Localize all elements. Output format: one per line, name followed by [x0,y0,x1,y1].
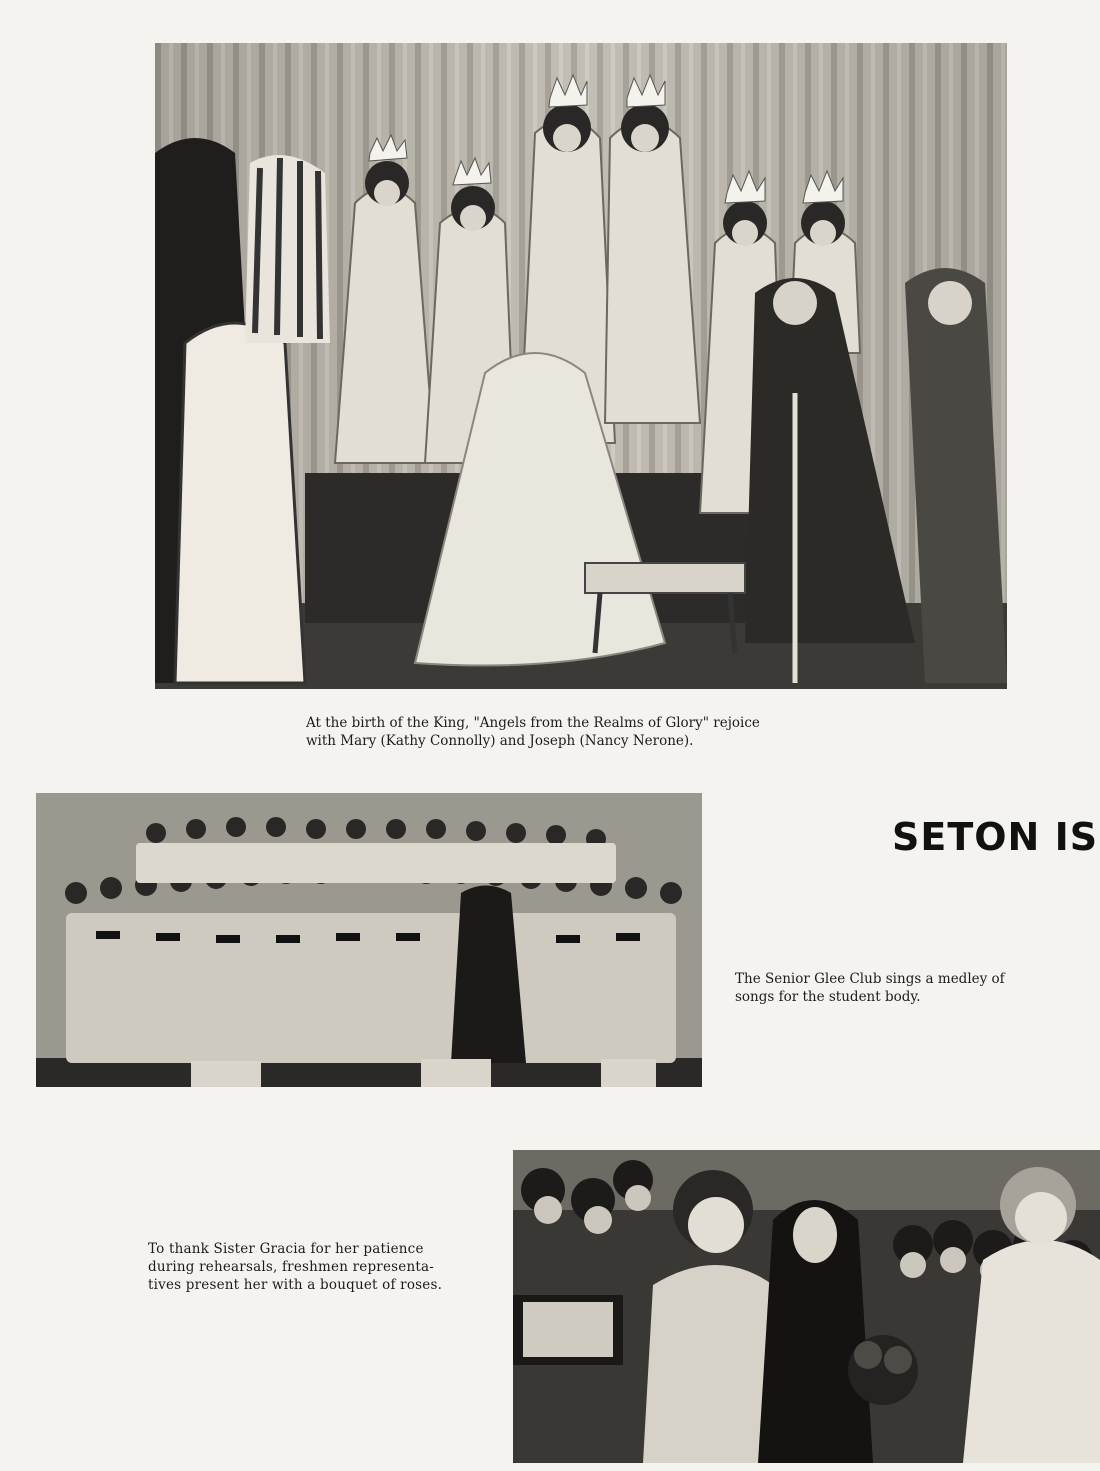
nativity-caption [306,714,760,750]
caption-line: during rehearsals, freshmen representa- [148,1259,434,1275]
section-heading: SETON IS [892,815,1099,859]
glee-club-caption [735,970,1005,1006]
roses-presentation-photo [513,1150,1100,1463]
senior-glee-club-photo [36,793,702,1087]
caption-line: with Mary (Kathy Connolly) and Joseph (Nancy Nerone). [306,733,694,749]
caption-line: To thank Sister Gracia for her patience [148,1241,424,1257]
caption-line: tives present her with a bouquet of roses. [148,1277,443,1293]
roses-caption [148,1240,442,1294]
caption-line: At the birth of the King, "Angels from the Realms of Glory" rejoice [306,715,760,731]
caption-line: The Senior Glee Club sings a medley of [735,971,1005,987]
nativity-pageant-photo [155,43,1007,689]
caption-line: songs for the student body. [735,989,921,1005]
